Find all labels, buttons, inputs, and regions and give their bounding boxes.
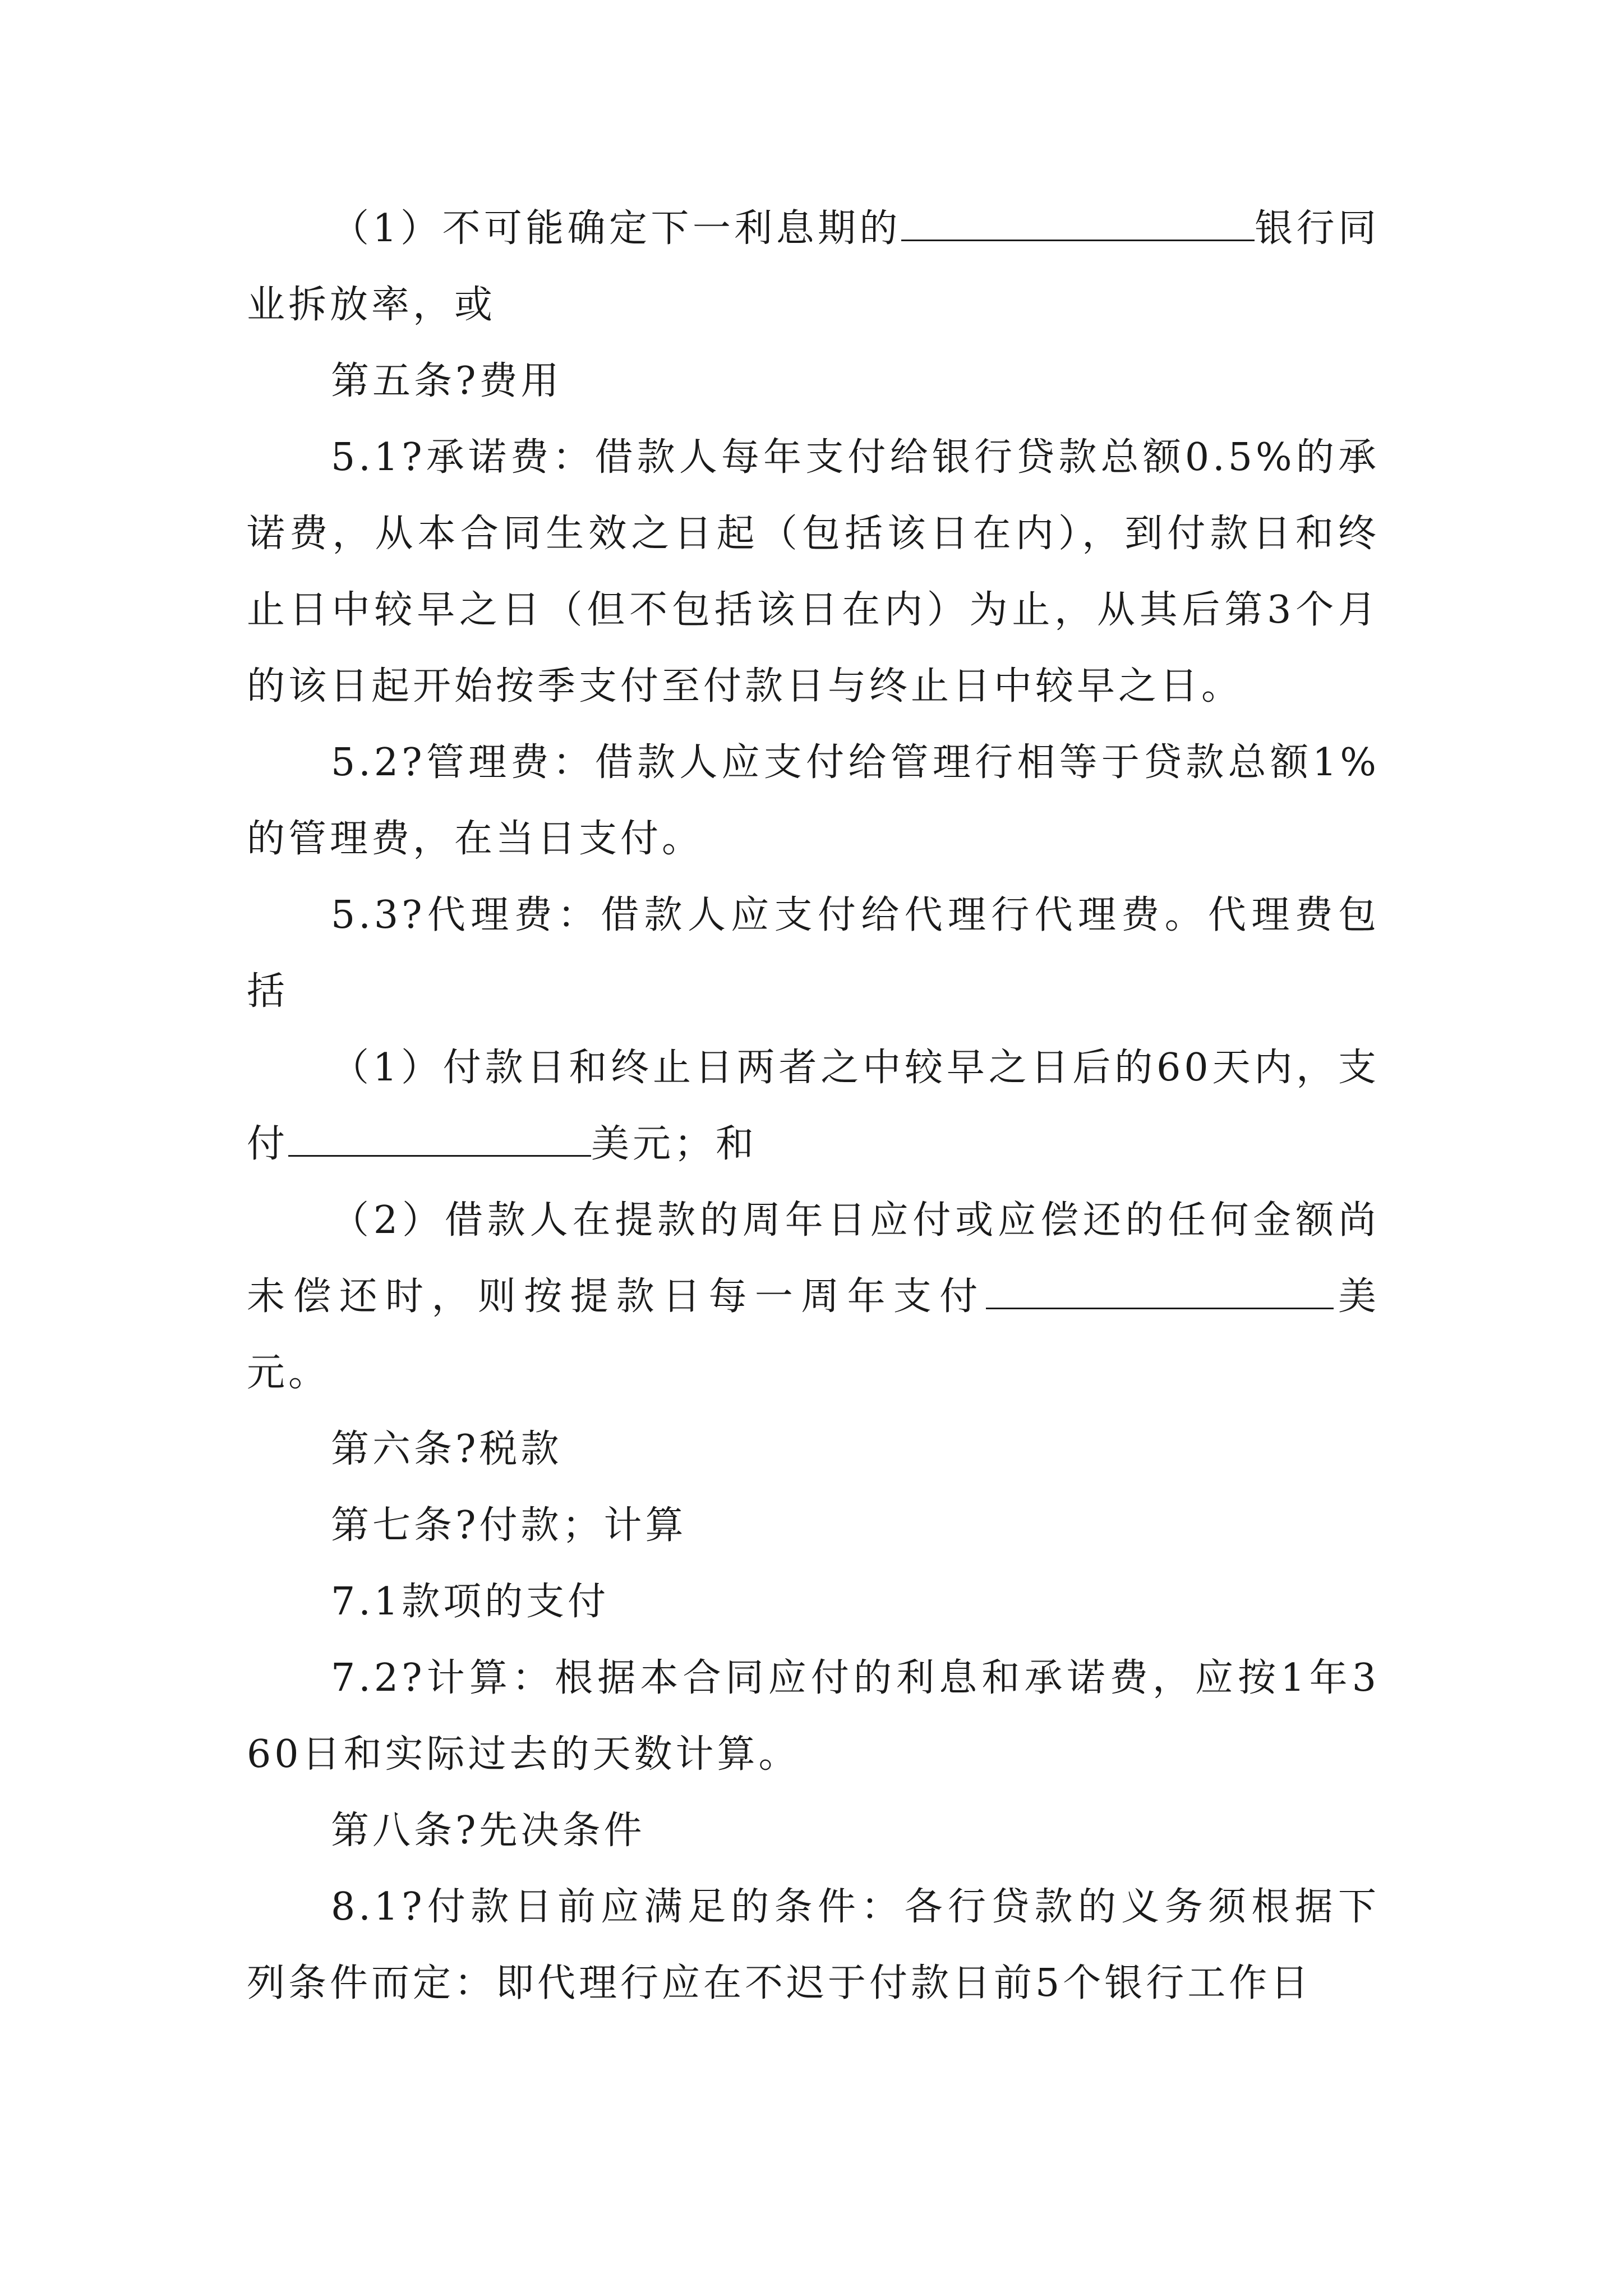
paragraph-text: 美元；和 — [591, 1122, 758, 1166]
paragraph-text: 银行同业拆放率，或 — [247, 206, 1380, 327]
paragraph-text: （1）付款日和终止日两者之中较早之日后的60天内，支付 — [247, 1046, 1380, 1166]
paragraph-text: （1）不可能确定下一利息期的 — [331, 206, 901, 251]
paragraph-agency-fee-item-2 — [247, 1182, 1380, 1411]
paragraph-conditions-before-payment: 8.1?付款日前应满足的条件：各行贷款的义务须根据下列条件而定：即代理行应在不迟于付款日前5个银行工作日 — [247, 1885, 1380, 2005]
paragraph-calculation: 7.2?计算：根据本合同应付的利息和承诺费，应按1年360日和实际过去的天数计算。 — [247, 1656, 1380, 1777]
paragraph-text: （2）借款人在提款的周年日应付或应偿还的任何金额尚未偿还时，则按提款日每一周年支付 — [247, 1198, 1380, 1319]
paragraph-agency-fee-item-1 — [247, 1030, 1380, 1182]
paragraph-commitment-fee: 5.1?承诺费：借款人每年支付给银行贷款总额0.5%的承诺费，从本合同生效之日起（包括该日在内），到付款日和终止日中较早之日（但不包括该日在内）为止，从其后第3个月的该日起开始按季支付至付款日与终止日中较早之日。 — [247, 435, 1380, 708]
article-heading-payments: 第七条?付款；计算 — [331, 1503, 687, 1548]
fill-in-blank — [288, 1107, 591, 1157]
paragraph-management-fee: 5.2?管理费：借款人应支付给管理行相等于贷款总额1%的管理费，在当日支付。 — [247, 740, 1380, 861]
paragraph-agency-fee: 5.3?代理费：借款人应支付给代理行代理费。代理费包括 — [247, 893, 1380, 1014]
document-body — [247, 191, 1380, 2022]
paragraph-text: 美元。 — [247, 1274, 1380, 1395]
article-heading-conditions-precedent: 第八条?先决条件 — [331, 1809, 645, 1853]
fill-in-blank — [901, 191, 1255, 241]
paragraph-payment-of-sums: 7.1款项的支付 — [331, 1580, 610, 1624]
paragraph-interest-rate-clause — [247, 191, 1380, 343]
article-heading-fees: 第五条?费用 — [331, 359, 562, 403]
article-heading-taxes: 第六条?税款 — [331, 1427, 562, 1471]
fill-in-blank — [986, 1259, 1334, 1309]
